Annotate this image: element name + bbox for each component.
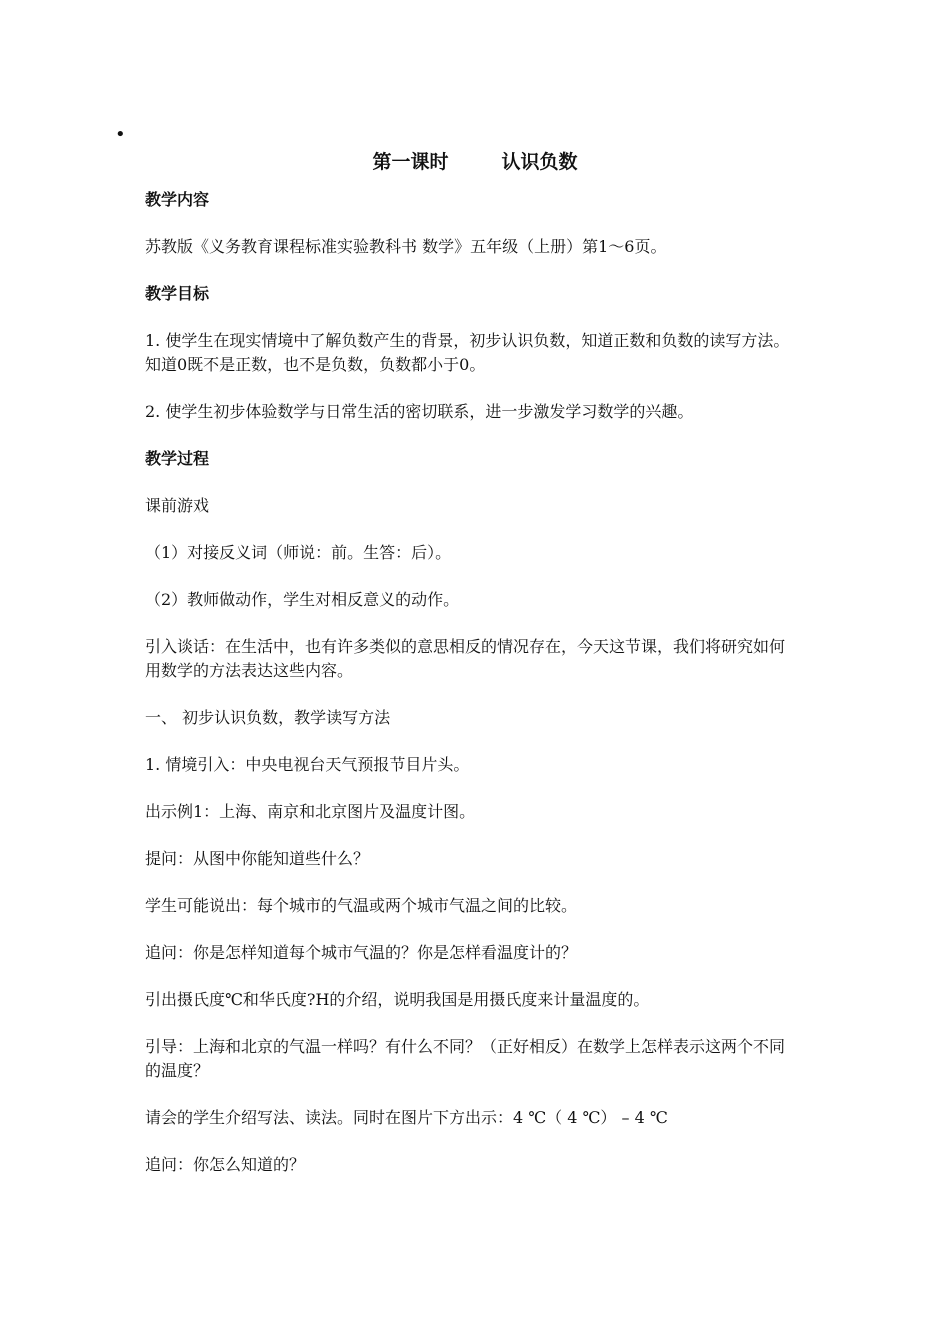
page-title: 第一课时 认识负数 [372, 151, 578, 173]
section-heading-goals: 教学目标 [145, 284, 210, 303]
paragraph: 引入谈话：在生活中，也有许多类似的意思相反的情况存在，今天这节课，我们将研究如何用数学的方法表达这些内容。 [145, 637, 786, 680]
paragraph: 学生可能说出：每个城市的气温或两个城市气温之间的比较。 [145, 896, 578, 915]
paragraph: 1. 使学生在现实情境中了解负数产生的背景，初步认识负数，知道正数和负数的读写方法。知道0既不是正数，也不是负数，负数都小于0。 [145, 331, 790, 374]
paragraph: 苏教版《义务教育课程标准实验教科书 数学》五年级（上册）第1～6页。 [145, 237, 667, 256]
paragraph: 追问：你是怎样知道每个城市气温的？你是怎样看温度计的？ [145, 943, 578, 962]
paragraph: 课前游戏 [145, 496, 210, 515]
paragraph: 追问：你怎么知道的？ [145, 1155, 306, 1174]
paragraph: 2. 使学生初步体验数学与日常生活的密切联系，进一步激发学习数学的兴趣。 [145, 402, 694, 421]
section-heading-content: 教学内容 [145, 190, 210, 209]
paragraph: 提问：从图中你能知道些什么？ [145, 849, 370, 868]
paragraph: （2）教师做动作，学生对相反意义的动作。 [145, 590, 460, 609]
paragraph: 引导：上海和北京的气温一样吗？有什么不同？（正好相反）在数学上怎样表示这两个不同的温度？ [145, 1037, 786, 1080]
paragraph: 出示例1：上海、南京和北京图片及温度计图。 [145, 802, 476, 821]
paragraph: 一、 初步认识负数，教学读写方法 [145, 708, 391, 727]
section-heading-process: 教学过程 [145, 449, 210, 468]
paragraph: 引出摄氏度℃和华氏度?H的介绍，说明我国是用摄氏度来计量温度的。 [145, 990, 650, 1009]
paragraph: 1. 情境引入：中央电视台天气预报节目片头。 [145, 755, 470, 774]
list-bullet: • [115, 124, 126, 145]
paragraph: （1）对接反义词（师说：前。生答：后）。 [145, 543, 452, 562]
document-body [145, 188, 795, 1200]
paragraph: 请会的学生介绍写法、读法。同时在图片下方出示：4 ℃（ 4 ℃） – 4 ℃ [145, 1108, 668, 1127]
